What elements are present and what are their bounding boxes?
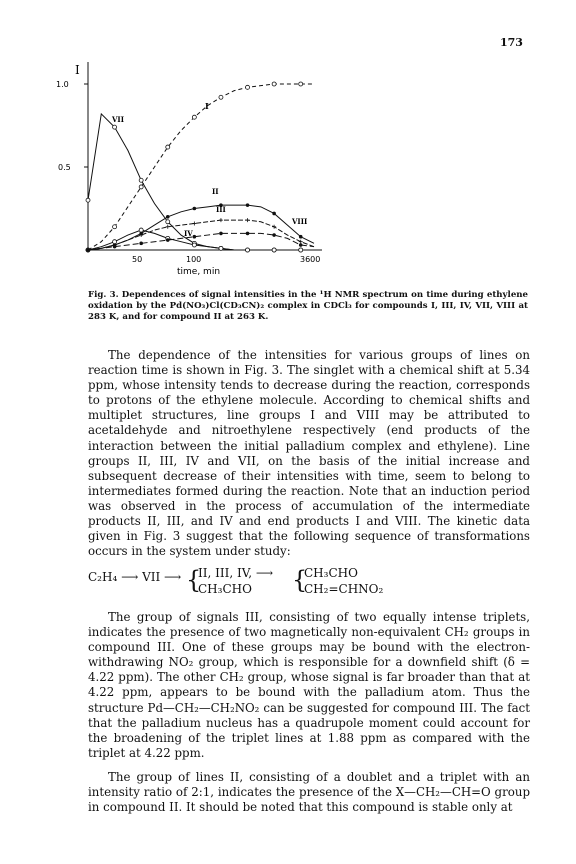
data-point-IV — [139, 228, 143, 232]
paragraph — [88, 348, 530, 559]
data-point-III — [192, 221, 196, 225]
scheme-mid-top: II, III, IV, ⟶ — [198, 566, 274, 580]
series-line-II — [88, 205, 314, 250]
data-point-VII — [113, 125, 117, 129]
data-point-III — [299, 240, 303, 244]
data-point-VIII — [166, 238, 170, 242]
data-point-I — [246, 85, 250, 89]
data-point-I — [113, 225, 117, 229]
curve-label-IV: IV — [184, 229, 193, 238]
figure-3-chart — [52, 56, 342, 286]
data-point-VIII — [246, 232, 250, 236]
series-line-VII — [88, 114, 314, 250]
scheme-brace: { — [292, 566, 308, 594]
data-point-IV — [272, 248, 276, 252]
data-point-VII — [139, 178, 143, 182]
curve-label-VII: VII — [112, 115, 124, 124]
paragraph-text: The dependence of the intensities for various groups of lines on reaction time is shown in Fig. 3. The singlet with a chemical shift at 5.34 ppm, whose intensity tends to decrease during the reaction, corresponds to protons of the ethylene molecule. According to chemical shifts and multiplet structures, line groups I and VIII may be attributed to acetaldehyde and nitroethylene respectively (end products of the interaction between the initial palladium complex and ethylene). Line groups II, III, IV and VII, on the basis of the initial increase and subsequent decrease of their intensities with time, seem to belong to intermediates formed during the reaction. Note that an induction period was observed in the process of accumulation of the intermediate products II, III, and IV and end products I and VIII. The kinetic data given in Fig. 3 suggest that the following sequence of transformations occurs in the system under study: — [88, 348, 530, 559]
data-point-IV — [299, 248, 303, 252]
curve-label-VIII: VIII — [292, 217, 308, 226]
page-number: 173 — [500, 36, 523, 49]
series-line-VIII — [88, 233, 314, 250]
scheme-end-top: CH₃CHO — [304, 566, 358, 580]
data-point-I — [139, 185, 143, 189]
series-line-IV — [88, 230, 314, 250]
data-point-I — [299, 82, 303, 86]
x-tick-label: 50 — [132, 255, 143, 264]
scheme-brace: { — [186, 566, 202, 594]
data-point-VIII — [272, 233, 276, 237]
data-point-III — [166, 225, 170, 229]
data-point-VIII — [193, 235, 197, 239]
curve-label-II: II — [212, 187, 219, 196]
data-point-II — [193, 207, 197, 211]
reaction-scheme — [88, 566, 528, 606]
curve-label-I: I — [205, 101, 209, 111]
series-line-I — [88, 84, 314, 250]
data-point-IV — [219, 246, 223, 250]
data-point-VII — [86, 198, 90, 202]
data-point-I — [192, 115, 196, 119]
data-point-VIII — [219, 232, 223, 236]
scheme-mid-bottom: CH₃CHO — [198, 582, 252, 596]
data-point-III — [219, 218, 223, 222]
scheme-start: C₂H₄ ⟶ VII ⟶ — [88, 570, 182, 584]
data-point-I — [219, 95, 223, 99]
paragraph — [88, 610, 530, 761]
paragraph-text: The group of signals III, consisting of two equally intense triplets, indicates the presence of two magnetically non-equivalent CH₂ groups in compound III. One of these groups may be bound with the electron-withdrawing NO₂ group, which is responsible for a downfield shift (δ = 4.22 ppm). The other CH₂ group, whose signal is far broader than that at 4.22 ppm, appears to be bound with the palladium atom. Thus the structure Pd—CH₂—CH₂NO₂ can be suggested for compound III. The fact that the palladium nucleus has a quadrupole moment could account for the broadening of the triplet lines at 1.88 ppm as compared with the triplet at 4.22 ppm. — [88, 610, 530, 760]
data-point-VIII — [113, 245, 117, 249]
data-point-IV — [192, 243, 196, 247]
scheme-end-bottom: CH₂=CHNO₂ — [304, 582, 384, 596]
x-axis-label: time, min — [177, 267, 221, 277]
y-tick-label: 1.0 — [56, 80, 69, 89]
data-point-VIII — [86, 248, 90, 252]
data-point-II — [246, 203, 250, 207]
y-tick-label: 0.5 — [58, 163, 71, 172]
curve-label-III: III — [216, 205, 226, 214]
y-axis-label: I — [75, 63, 80, 77]
data-point-I — [272, 82, 276, 86]
data-point-II — [272, 212, 276, 216]
data-point-III — [246, 218, 250, 222]
series-layer — [86, 82, 314, 252]
data-point-VII — [166, 220, 170, 224]
paragraph — [88, 770, 530, 815]
paragraph-text: The group of lines II, consisting of a doublet and a triplet with an intensity ratio of 2:1, indicates the presence of the X—CH₂—CH=O group in compound II. It should be noted that this compound is stable only at — [88, 770, 530, 815]
data-point-VIII — [139, 242, 143, 246]
data-point-I — [166, 145, 170, 149]
data-point-II — [299, 235, 303, 239]
x-tick-label: 3600 — [300, 255, 321, 264]
figure-caption: Fig. 3. Dependences of signal intensities in the ¹H NMR spectrum on time during ethylene oxidation by the Pd(NO₃)Cl(CD₃CN)₂ complex in CDCl₃ for compounds I, III, IV, VII, VIII at 283 K, and for compound II at 263 K. — [88, 290, 528, 322]
data-point-IV — [246, 248, 250, 252]
chart-axes — [84, 62, 322, 250]
data-point-IV — [113, 240, 117, 244]
data-point-VIII — [299, 243, 303, 247]
x-tick-label: 100 — [186, 255, 202, 264]
data-point-II — [166, 215, 170, 219]
